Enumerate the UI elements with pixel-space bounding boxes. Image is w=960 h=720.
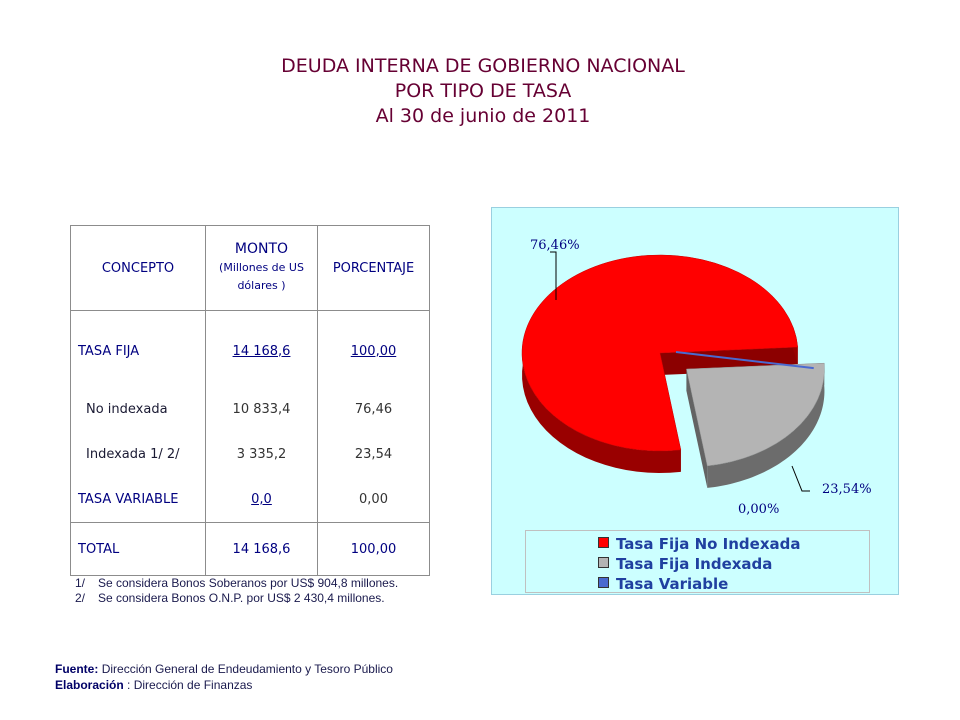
row-monto: 3 335,2 xyxy=(206,432,318,477)
total-monto: 14 168,6 xyxy=(206,523,318,576)
table-row xyxy=(71,311,430,388)
footnote-2 xyxy=(75,591,398,606)
total-concepto: TOTAL xyxy=(71,523,206,576)
header-monto-unit: (Millones de US dólares ) xyxy=(219,261,304,292)
row-monto: 0,0 xyxy=(206,477,318,523)
row-monto: 14 168,6 xyxy=(206,311,318,388)
chart-legend xyxy=(525,530,870,593)
row-concepto: TASA VARIABLE xyxy=(71,477,206,523)
table-header-row xyxy=(71,226,430,311)
table-row xyxy=(71,387,430,432)
table-row xyxy=(71,432,430,477)
table-row xyxy=(71,477,430,523)
row-porcentaje: 76,46 xyxy=(318,387,430,432)
elaboration-text: : Dirección de Finanzas xyxy=(127,678,253,692)
header-monto-cell xyxy=(206,226,318,311)
footnote-1 xyxy=(75,576,398,591)
data-label: 23,54% xyxy=(822,482,872,497)
title-line-1: DEUDA INTERNA DE GOBIERNO NACIONAL xyxy=(281,55,685,77)
total-porcentaje: 100,00 xyxy=(318,523,430,576)
header-monto: MONTO xyxy=(234,241,289,257)
title-line-3: Al 30 de junio de 2011 xyxy=(375,105,591,127)
legend-label: Tasa Fija Indexada xyxy=(616,555,773,573)
footnote-text: Se considera Bonos Soberanos por US$ 904,8 millones. xyxy=(98,576,399,590)
pie-slices xyxy=(522,255,824,488)
row-porcentaje: 23,54 xyxy=(318,432,430,477)
legend-swatch xyxy=(598,577,609,588)
source-credits xyxy=(55,661,393,693)
header-porcentaje: PORCENTAJE xyxy=(318,226,430,311)
pie-chart xyxy=(492,208,898,528)
footnote-number: 1/ xyxy=(75,576,86,590)
row-monto: 10 833,4 xyxy=(206,387,318,432)
pie-slice-1 xyxy=(686,363,824,488)
data-label: 0,00% xyxy=(738,502,780,517)
row-concepto: No indexada xyxy=(71,387,206,432)
legend-item xyxy=(598,575,728,595)
header-concepto: CONCEPTO xyxy=(71,226,206,311)
legend-label: Tasa Fija No Indexada xyxy=(616,535,801,553)
footnote-number: 2/ xyxy=(75,591,86,605)
row-porcentaje: 0,00 xyxy=(318,477,430,523)
legend-swatch xyxy=(598,537,609,548)
source-text: Dirección General de Endeudamiento y Tesoro Público xyxy=(101,662,393,676)
debt-table xyxy=(70,225,430,576)
title-line-2: POR TIPO DE TASA xyxy=(394,80,572,102)
footnotes xyxy=(75,576,398,606)
row-concepto: TASA FIJA xyxy=(71,311,206,388)
pie-chart-panel xyxy=(491,207,899,595)
elaboration-line xyxy=(55,677,393,693)
row-porcentaje: 100,00 xyxy=(318,311,430,388)
elaboration-label: Elaboración xyxy=(55,678,124,692)
source-label: Fuente: xyxy=(55,662,99,676)
source-line xyxy=(55,661,393,677)
legend-swatch xyxy=(598,557,609,568)
pie-slice-top xyxy=(686,363,824,466)
legend-label: Tasa Variable xyxy=(616,575,729,593)
data-label: 76,46% xyxy=(530,238,580,253)
row-concepto: Indexada 1/ 2/ xyxy=(71,432,206,477)
chart-title xyxy=(0,54,960,129)
legend-item xyxy=(598,535,800,555)
table-total-row xyxy=(71,523,430,576)
legend-item xyxy=(598,555,772,575)
data-label-leader xyxy=(792,466,810,491)
footnote-text: Se considera Bonos O.N.P. por US$ 2 430,4 millones. xyxy=(98,591,385,605)
